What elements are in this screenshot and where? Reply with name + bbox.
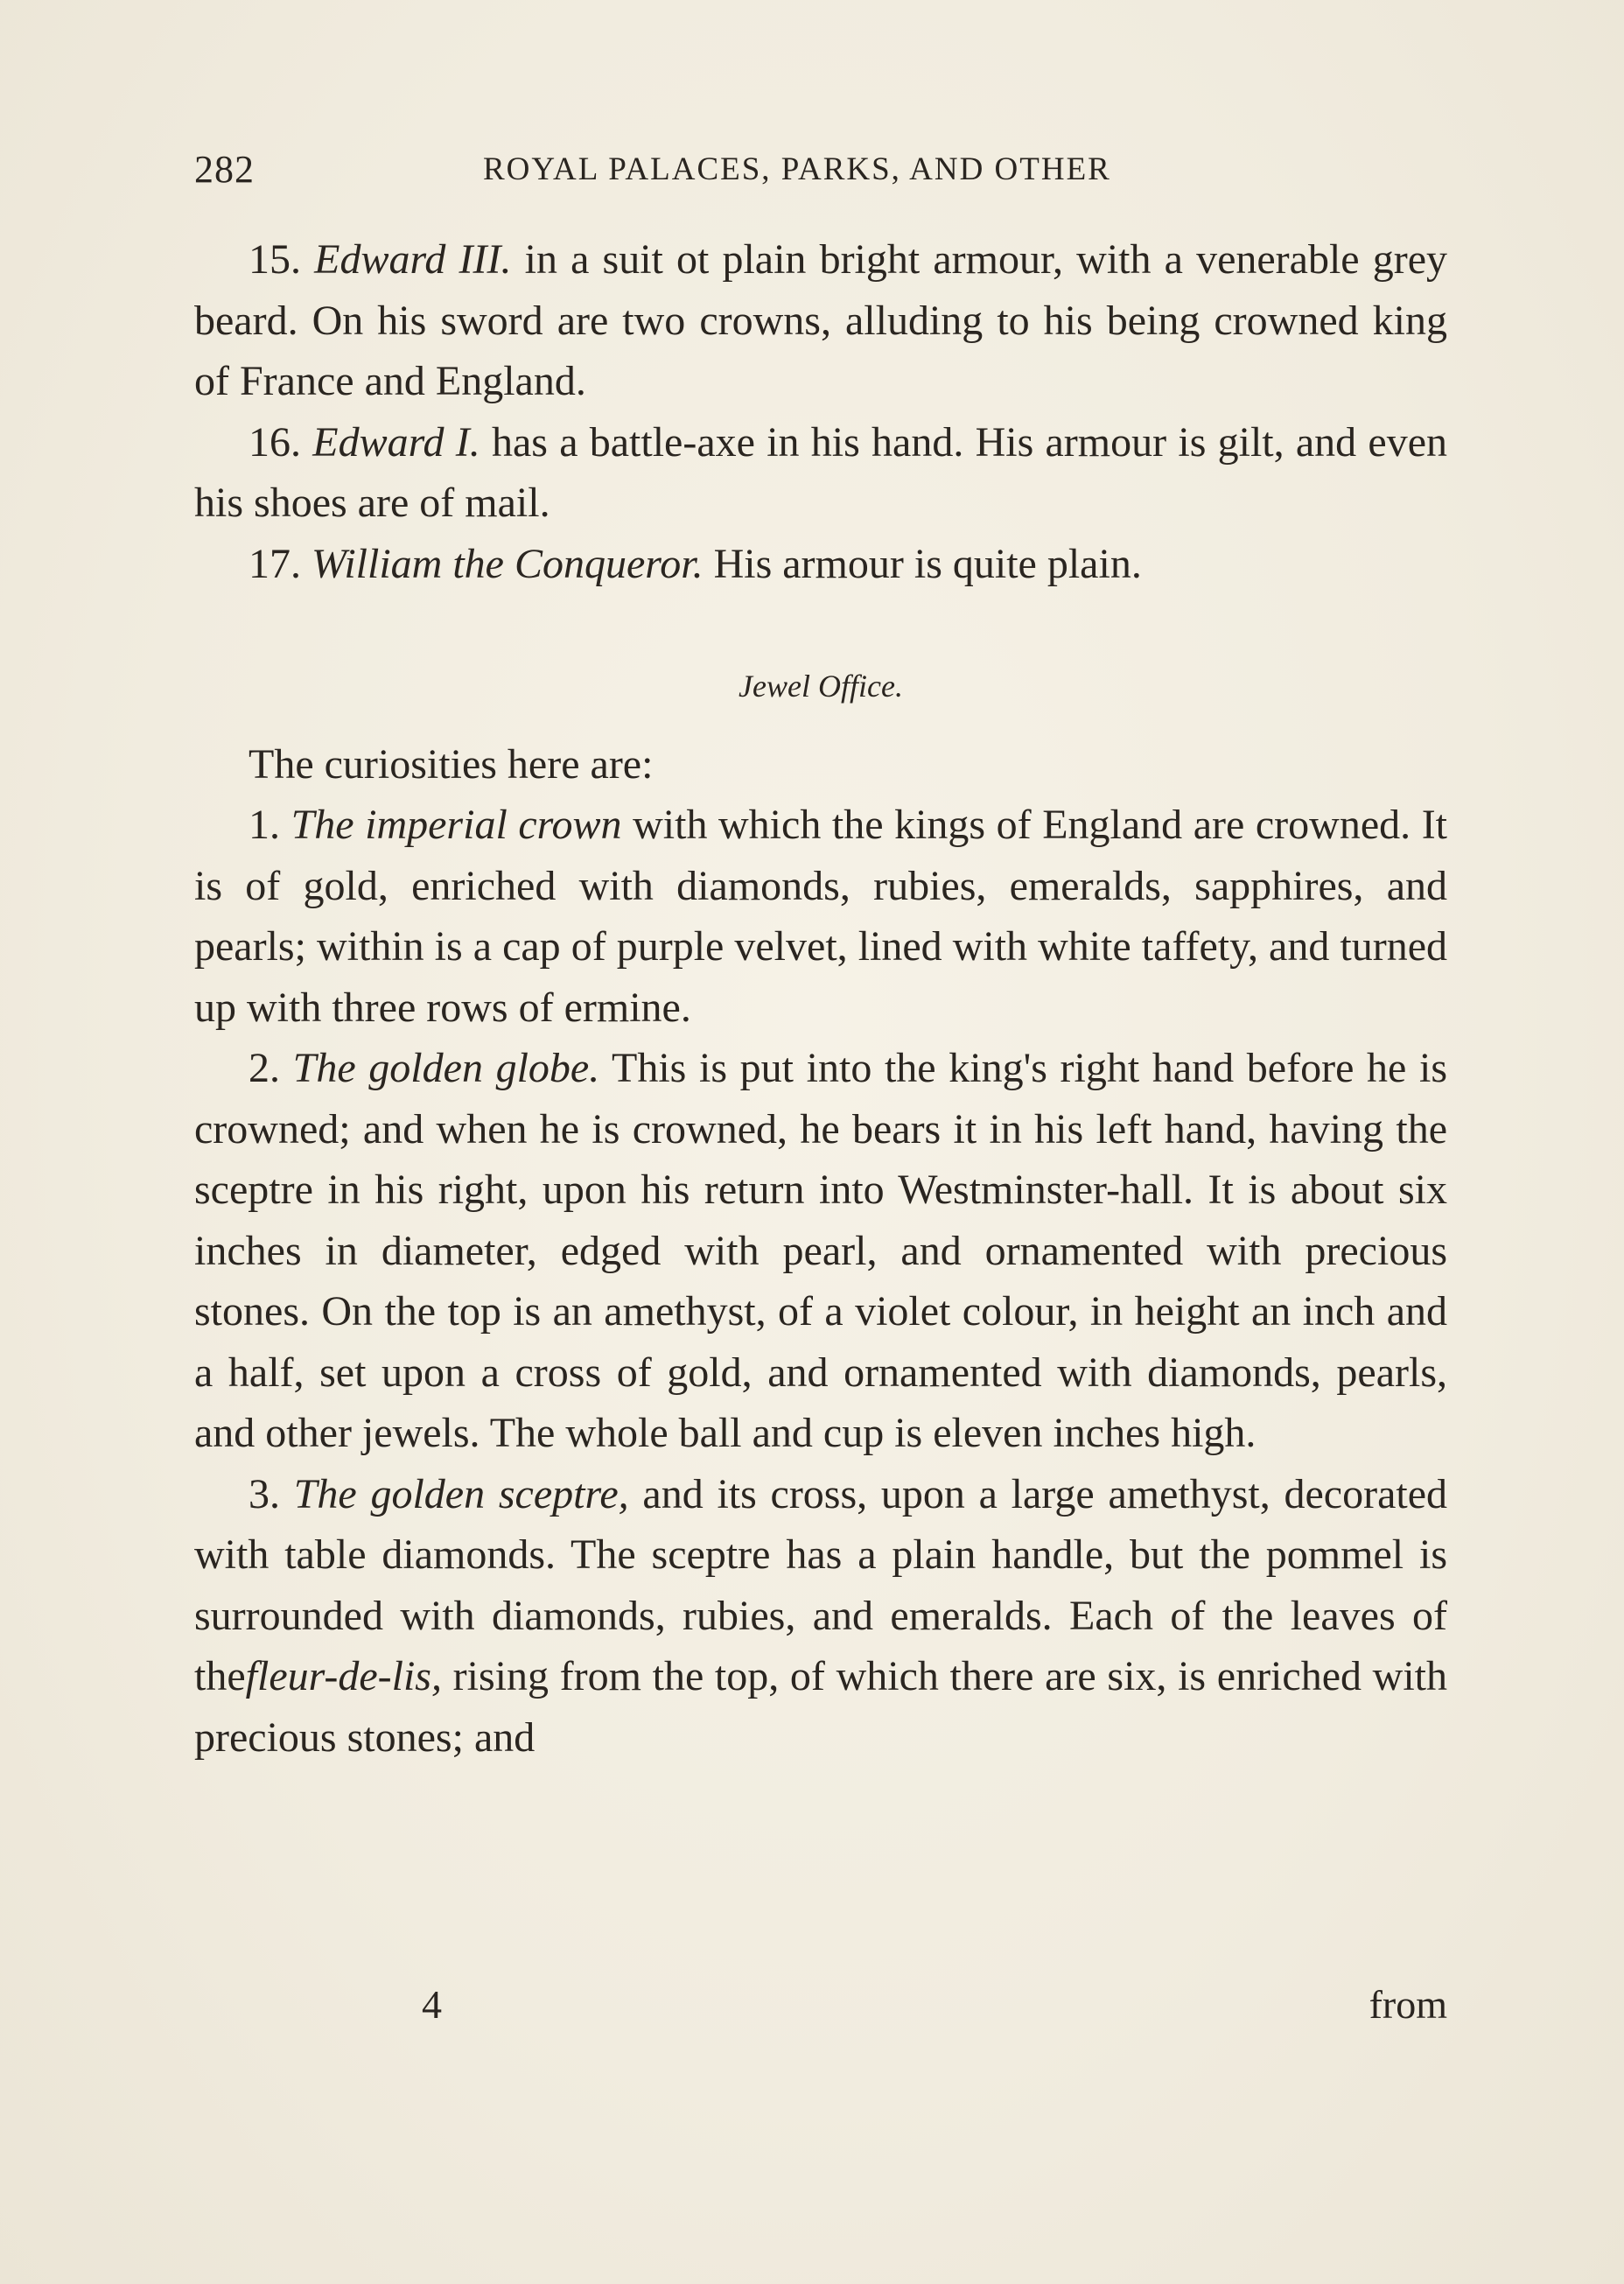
signature-mark: 4 <box>422 1982 442 2027</box>
entry-text: with which the kings of England are crowned. It is of gold, enriched with diamonds, rubies, emeralds, sapphires, and pearls; within is a cap of purple velvet, lined with white taffety, and turned up with three rows of ermine. <box>194 802 1448 1031</box>
entry-2 <box>194 1038 1447 1464</box>
text-block <box>194 229 1447 1768</box>
entry-text: and its cross, upon a large amethyst, decorated with table diamonds. The sceptre has a plain handle, but the pommel is surrounded with diamonds, rubies, and emeralds. Each of the leaves of the <box>194 1470 1448 1699</box>
running-title: ROYAL PALACES, PARKS, AND OTHER <box>483 151 1111 187</box>
entry-name: Edward I. <box>312 418 480 466</box>
entry-17 <box>194 534 1447 595</box>
entry-text-continued: rising from the top, of which there are six, is enriched with precious stones; and <box>194 1653 1448 1761</box>
entry-name: Edward III. <box>314 236 512 283</box>
running-head <box>194 147 1447 200</box>
entry-number: 2. <box>248 1045 280 1091</box>
entry-text: His armour is quite plain. <box>713 540 1142 587</box>
entry-name: The imperial crown <box>290 802 622 848</box>
catchword: from <box>1368 1982 1447 2027</box>
entry-number: 3. <box>248 1470 280 1517</box>
page-number: 282 <box>194 148 255 191</box>
entry-15 <box>194 229 1447 412</box>
entry-number: 15. <box>248 236 301 283</box>
entry-text: has a battle-axe in his hand. His armour is gilt, and even his shoes are of mail. <box>194 418 1448 526</box>
section-intro: The curiosities here are: <box>248 740 654 788</box>
entry-1 <box>194 795 1447 1038</box>
entry-italic-term: fleur-de-lis, <box>245 1653 442 1699</box>
entry-name: The golden sceptre, <box>293 1470 629 1517</box>
entry-name: The golden globe. <box>292 1045 600 1091</box>
entry-text: This is put into the king's right hand before he is crowned; and when he is crowned, he bears it in his left hand, having the sceptre in his right, upon his return into Westminster-hall. It is about six inches in diameter, edged with pearl, and ornamented with precious stones. On the top is an amethyst, of a violet colour, in height an inch and a half, set upon a cross of gold, and ornamented with diamonds, pearls, and other jewels. The whole ball and cup is eleven inches high. <box>194 1045 1448 1456</box>
entry-number: 17. <box>248 540 301 587</box>
entry-text: in a suit ot plain bright armour, with a venerable grey beard. On his sword are two crowns, alluding to his being crowned king of France and England. <box>194 236 1448 404</box>
section-heading: Jewel Office. <box>738 669 903 704</box>
entry-number: 1. <box>248 802 280 848</box>
entry-3 <box>194 1464 1447 1769</box>
entry-name: William the Conqueror. <box>312 540 704 587</box>
page-footer <box>194 1981 1447 2042</box>
entry-16 <box>194 412 1447 534</box>
entry-number: 16. <box>248 418 301 466</box>
